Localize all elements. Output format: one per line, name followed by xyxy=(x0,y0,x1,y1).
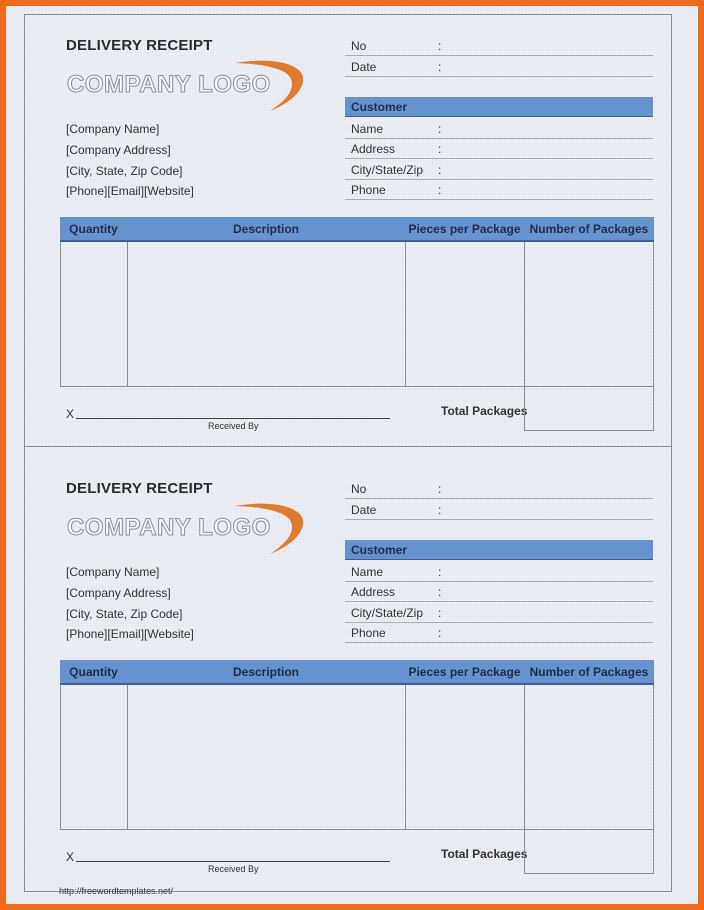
field-customer-city-state-zip[interactable] xyxy=(345,604,653,623)
field-label: Address xyxy=(351,585,396,599)
customer-header-label: Customer xyxy=(351,543,408,557)
field-colon: : xyxy=(438,585,442,599)
field-colon: : xyxy=(438,606,442,620)
receipt-title: DELIVERY RECEIPT xyxy=(66,37,213,54)
customer-header-label: Customer xyxy=(351,100,408,114)
field-label: No xyxy=(351,39,367,53)
field-label: Phone xyxy=(351,626,386,640)
signature-line[interactable] xyxy=(76,861,390,862)
column-divider xyxy=(127,685,128,829)
column-quantity: Quantity xyxy=(69,665,118,679)
column-divider xyxy=(524,685,525,829)
company-city-state-zip: [City, State, Zip Code] xyxy=(66,607,183,621)
customer-header xyxy=(345,540,653,560)
field-label: Date xyxy=(351,60,377,74)
signature-mark: X xyxy=(66,850,75,864)
company-contact: [Phone][Email][Website] xyxy=(66,627,194,641)
items-table-header xyxy=(60,217,654,242)
field-customer-name[interactable] xyxy=(345,563,653,582)
logo-text: COMPANY LOGO xyxy=(67,71,271,98)
company-city-state-zip: [City, State, Zip Code] xyxy=(66,164,183,178)
total-packages-box[interactable] xyxy=(524,387,654,431)
field-customer-phone[interactable] xyxy=(345,181,653,200)
column-description: Description xyxy=(232,665,299,679)
column-divider xyxy=(127,242,128,386)
field-label: City/State/Zip xyxy=(351,606,424,620)
column-pieces-per-package: Pieces per Package xyxy=(408,665,521,679)
column-divider xyxy=(524,242,525,386)
field-colon: : xyxy=(438,626,442,640)
column-pieces-per-package: Pieces per Package xyxy=(408,222,521,236)
customer-header xyxy=(345,97,653,117)
delivery-receipt-1 xyxy=(25,15,671,455)
delivery-receipt-2 xyxy=(25,458,671,898)
document-page xyxy=(6,6,698,904)
field-customer-address[interactable] xyxy=(345,140,653,159)
field-colon: : xyxy=(438,503,442,517)
company-name: [Company Name] xyxy=(66,565,160,579)
company-address: [Company Address] xyxy=(66,586,171,600)
field-no[interactable] xyxy=(345,480,653,499)
signature-line[interactable] xyxy=(76,418,390,419)
receipt-sheet xyxy=(24,14,672,892)
field-colon: : xyxy=(438,122,442,136)
column-number-of-packages: Number of Packages xyxy=(529,665,649,679)
field-label: Date xyxy=(351,503,377,517)
items-table-body[interactable] xyxy=(60,685,654,830)
total-packages-box[interactable] xyxy=(524,830,654,874)
field-colon: : xyxy=(438,163,442,177)
field-label: No xyxy=(351,482,367,496)
field-colon: : xyxy=(438,60,442,74)
field-customer-name[interactable] xyxy=(345,120,653,139)
field-label: Phone xyxy=(351,183,386,197)
field-customer-phone[interactable] xyxy=(345,624,653,643)
items-table-body[interactable] xyxy=(60,242,654,387)
company-name: [Company Name] xyxy=(66,122,160,136)
field-label: Name xyxy=(351,122,384,136)
received-by-label: Received By xyxy=(208,421,259,431)
receipt-divider xyxy=(25,446,671,447)
field-no[interactable] xyxy=(345,37,653,56)
column-quantity: Quantity xyxy=(69,222,118,236)
field-date[interactable] xyxy=(345,501,653,520)
signature-mark: X xyxy=(66,407,75,421)
company-contact: [Phone][Email][Website] xyxy=(66,184,194,198)
column-description: Description xyxy=(232,222,299,236)
field-label: Name xyxy=(351,565,384,579)
field-colon: : xyxy=(438,183,442,197)
company-address: [Company Address] xyxy=(66,143,171,157)
company-logo xyxy=(65,55,305,115)
field-label: Address xyxy=(351,142,396,156)
logo-text: COMPANY LOGO xyxy=(67,514,271,541)
footer-url[interactable]: http://freewordtemplates.net/ xyxy=(59,886,174,896)
field-customer-city-state-zip[interactable] xyxy=(345,161,653,180)
field-colon: : xyxy=(438,482,442,496)
field-date[interactable] xyxy=(345,58,653,77)
items-table-header xyxy=(60,660,654,685)
receipt-title: DELIVERY RECEIPT xyxy=(66,480,213,497)
total-packages-label: Total Packages xyxy=(441,847,528,861)
column-number-of-packages: Number of Packages xyxy=(529,222,649,236)
field-colon: : xyxy=(438,39,442,53)
received-by-label: Received By xyxy=(208,864,259,874)
column-divider xyxy=(405,685,406,829)
column-divider xyxy=(405,242,406,386)
field-colon: : xyxy=(438,565,442,579)
field-label: City/State/Zip xyxy=(351,163,424,177)
field-customer-address[interactable] xyxy=(345,583,653,602)
field-colon: : xyxy=(438,142,442,156)
total-packages-label: Total Packages xyxy=(441,404,528,418)
company-logo xyxy=(65,498,305,558)
